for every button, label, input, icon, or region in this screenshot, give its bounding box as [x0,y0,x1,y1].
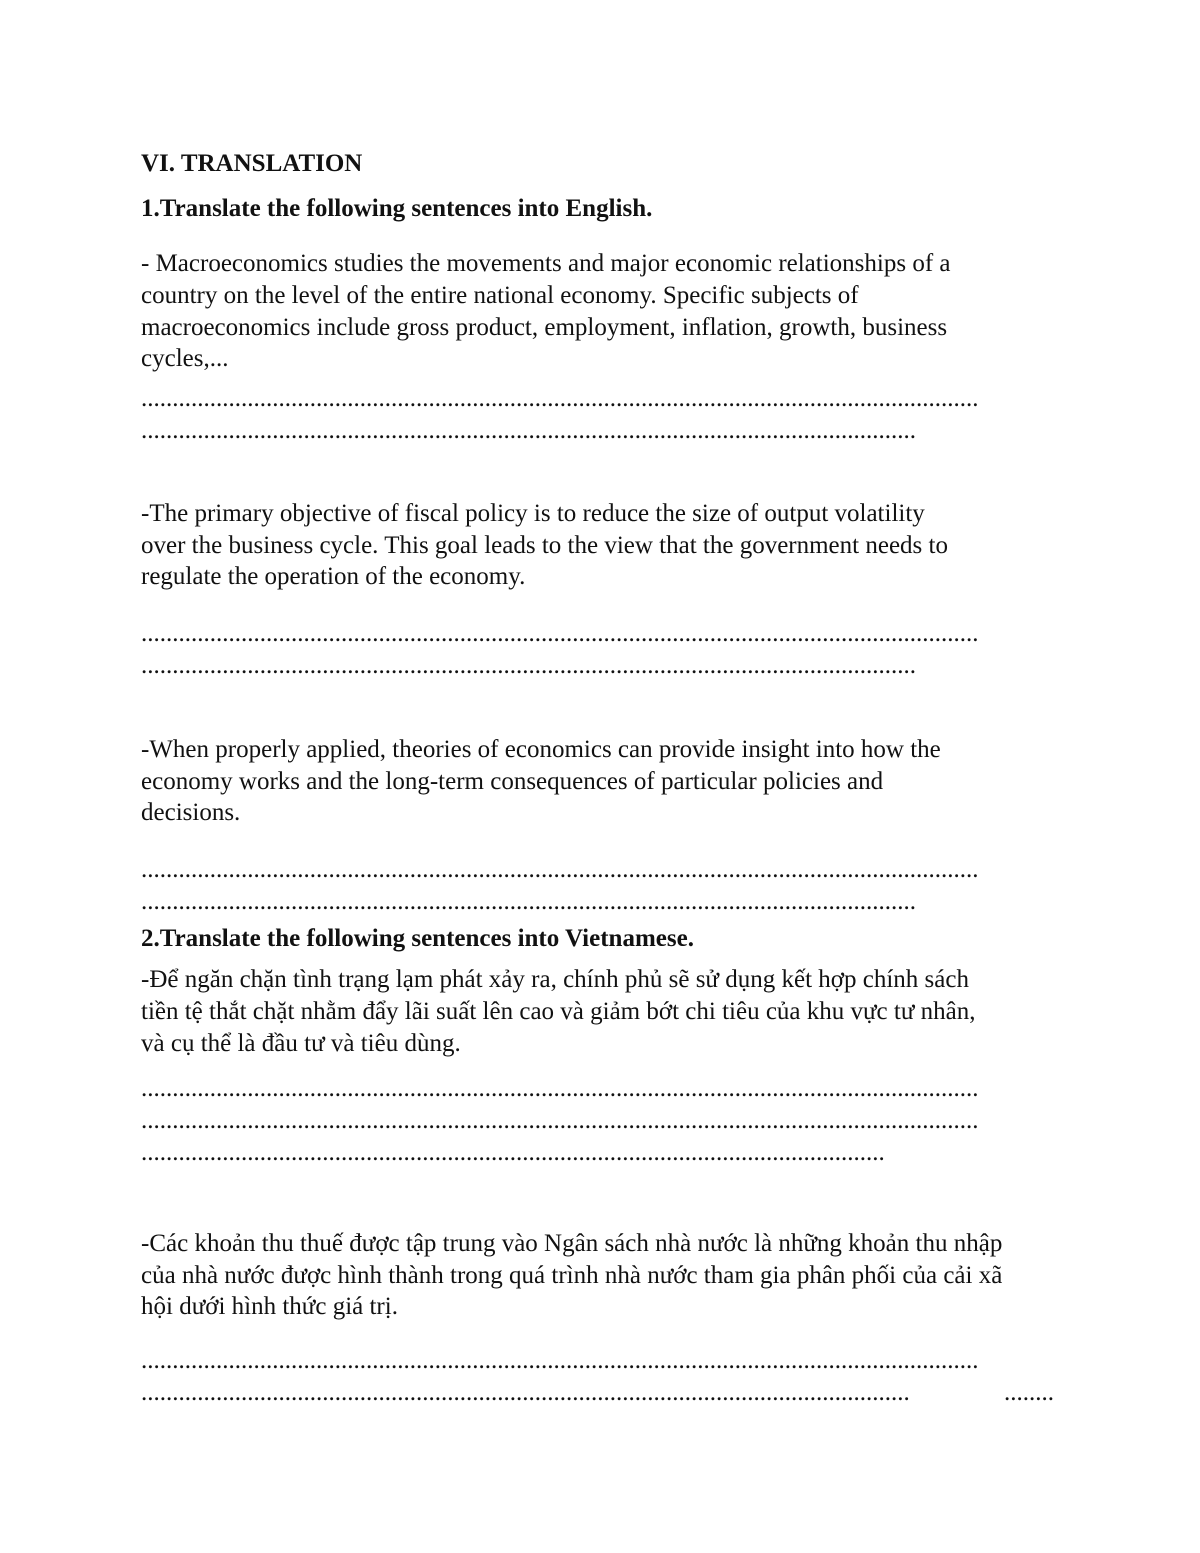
sentence-line: country on the level of the entire national economy. Specific subjects of [141,282,859,309]
answer-line[interactable]: ........................................................................................................................... [141,1379,910,1406]
sentence-line: macroeconomics include gross product, employment, inflation, growth, business [141,314,948,341]
part1-heading: 1.Translate the following sentences into English. [141,195,653,222]
sentence-line: economy works and the long-term consequences of particular policies and [141,768,884,795]
answer-line-tail[interactable]: ........ [1004,1379,1054,1406]
sentence-line: hội dưới hình thức giá trị. [141,1293,398,1320]
answer-line[interactable]: ...................................................................................................................................... [141,1107,979,1134]
sentence-line: tiền tệ thắt chặt nhằm đẩy lãi suất lên cao và giảm bớt chi tiêu của khu vực tư nhân, [141,998,976,1025]
section-title: VI. TRANSLATION [141,150,363,177]
answer-line[interactable]: ............................................................................................................................ [141,652,916,679]
sentence-line: cycles,... [141,345,229,372]
answer-line[interactable]: ...................................................................................................................................... [141,385,979,412]
sentence-line: của nhà nước được hình thành trong quá trình nhà nước tham gia phân phối của cải xã [141,1262,1003,1289]
sentence-line: và cụ thể là đầu tư và tiêu dùng. [141,1030,461,1057]
answer-line[interactable]: ...................................................................................................................................... [141,1075,979,1102]
sentence-line: -Để ngăn chặn tình trạng lạm phát xảy ra, chính phủ sẽ sử dụng kết hợp chính sách [141,966,969,993]
sentence-line: decisions. [141,799,241,826]
answer-line[interactable]: ....................................................................................................................... [141,1139,885,1166]
sentence-line: -When properly applied, theories of economics can provide insight into how the [141,736,941,763]
sentence-line: regulate the operation of the economy. [141,563,526,590]
sentence-line: over the business cycle. This goal leads to the view that the government needs to [141,532,948,559]
sentence-line: -The primary objective of fiscal policy is to reduce the size of output volatility [141,500,925,527]
answer-line[interactable]: ...................................................................................................................................... [141,856,979,883]
answer-line[interactable]: ...................................................................................................................................... [141,1347,979,1374]
sentence-line: - Macroeconomics studies the movements and major economic relationships of a [141,250,951,277]
part2-heading: 2.Translate the following sentences into Vietnamese. [141,925,694,952]
answer-line[interactable]: ............................................................................................................................ [141,417,916,444]
answer-line[interactable]: ............................................................................................................................ [141,888,916,915]
sentence-line: -Các khoản thu thuế được tập trung vào Ngân sách nhà nước là những khoản thu nhập [141,1230,1003,1257]
answer-line[interactable]: ...................................................................................................................................... [141,620,979,647]
